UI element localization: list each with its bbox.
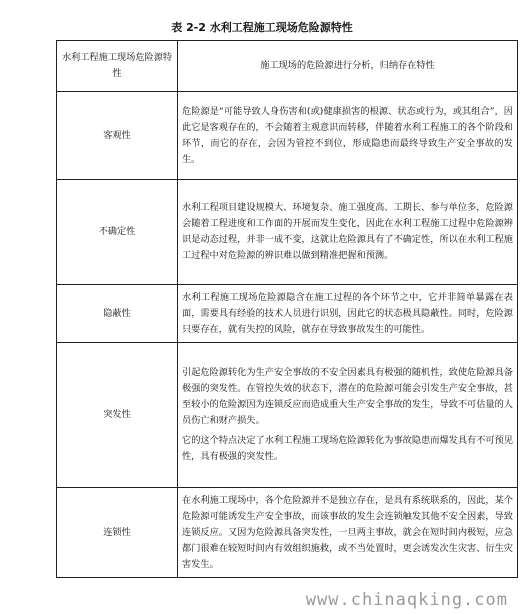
attribute-cell-objectivity: 客观性 — [57, 92, 178, 180]
header-analysis-cell: 施工现场的危险源进行分析，归纳存在特性 — [178, 41, 518, 92]
table-header-row — [57, 41, 518, 92]
table-row-uncertainty — [57, 180, 518, 285]
attribute-cell-suddenness: 突发性 — [57, 343, 178, 488]
description-cell-suddenness — [178, 343, 518, 488]
description-cell-objectivity: 危险源是“可能导致人身伤害和(或)健康损害的根源、状态或行为，或其组合”，因此它是客观存在的，不会随着主观意识而转移，伴随着水利工程施工的各个阶段和环节，而它的存在，会因为管控不到位，形成隐患而最终导致生产安全事故的发生。 — [178, 92, 518, 180]
hazard-characteristics-table — [56, 40, 518, 578]
suddenness-paragraph-1: 引起危险源转化为生产安全事故的不安全因素具有极强的随机性，致使危险源具备极强的突发性。在管控失效的状态下，潜在的危险源可能会引发生产安全事故，甚至较小的危险源因为连锁反应而造成重大生产安全事故的发生，导致不可估量的人员伤亡和财产损失。 — [182, 367, 513, 426]
table-row-chain-reaction — [57, 488, 518, 578]
description-cell-concealment: 水利工程施工现场危险源隐含在施工过程的各个环节之中，它并非简单暴露在表面，需要具有经验的技术人员进行识别，因此它的状态极具隐蔽性。同时，危险源只要存在，就有失控的风险，就存在导致事故发生的可能性。 — [178, 285, 518, 343]
suddenness-paragraph-2: 它的这个特点决定了水利工程施工现场危险源转化为事故隐患而爆发具有不可预见性，具有极强的突发性。 — [182, 435, 513, 462]
table-row-objectivity — [57, 92, 518, 180]
table-row-suddenness — [57, 343, 518, 488]
attribute-cell-chain-reaction: 连锁性 — [57, 488, 178, 578]
table-title: 表 2-2 水利工程施工现场危险源特性 — [171, 21, 353, 34]
table-row-concealment — [57, 285, 518, 343]
site-watermark: www.chinaqking.com — [305, 590, 508, 610]
attribute-cell-uncertainty: 不确定性 — [57, 180, 178, 285]
header-characteristic-cell: 水利工程施工现场危险源特性 — [57, 41, 178, 92]
description-cell-chain-reaction: 在水利施工现场中，各个危险源并不是独立存在，是具有系统联系的，因此，某个危险源可能诱发生产安全事故，而该事故的发生会连锁触发其他不安全因素，导致连锁反应。又因为危险源具备突发性，一旦两主事故，就会在短时间内极短，应急都门很难在较短时间内有效组织施救，或不当处置时，更会诱发次生灾害、衍生灾害发生。 — [178, 488, 518, 578]
attribute-cell-concealment: 隐蔽性 — [57, 285, 178, 343]
description-cell-uncertainty: 水利工程项目建设规模大、环境复杂、施工强度高、工期长、参与单位多，危险源会随着工程进度和工作面的开展而发生变化，因此在水利工程施工过程中危险源辨识是动态过程，并非一成不变，这就让危险源具有了不确定性，所以在水利工程施工过程中对危险源的辨识难以做到精准把握和预测。 — [178, 180, 518, 285]
